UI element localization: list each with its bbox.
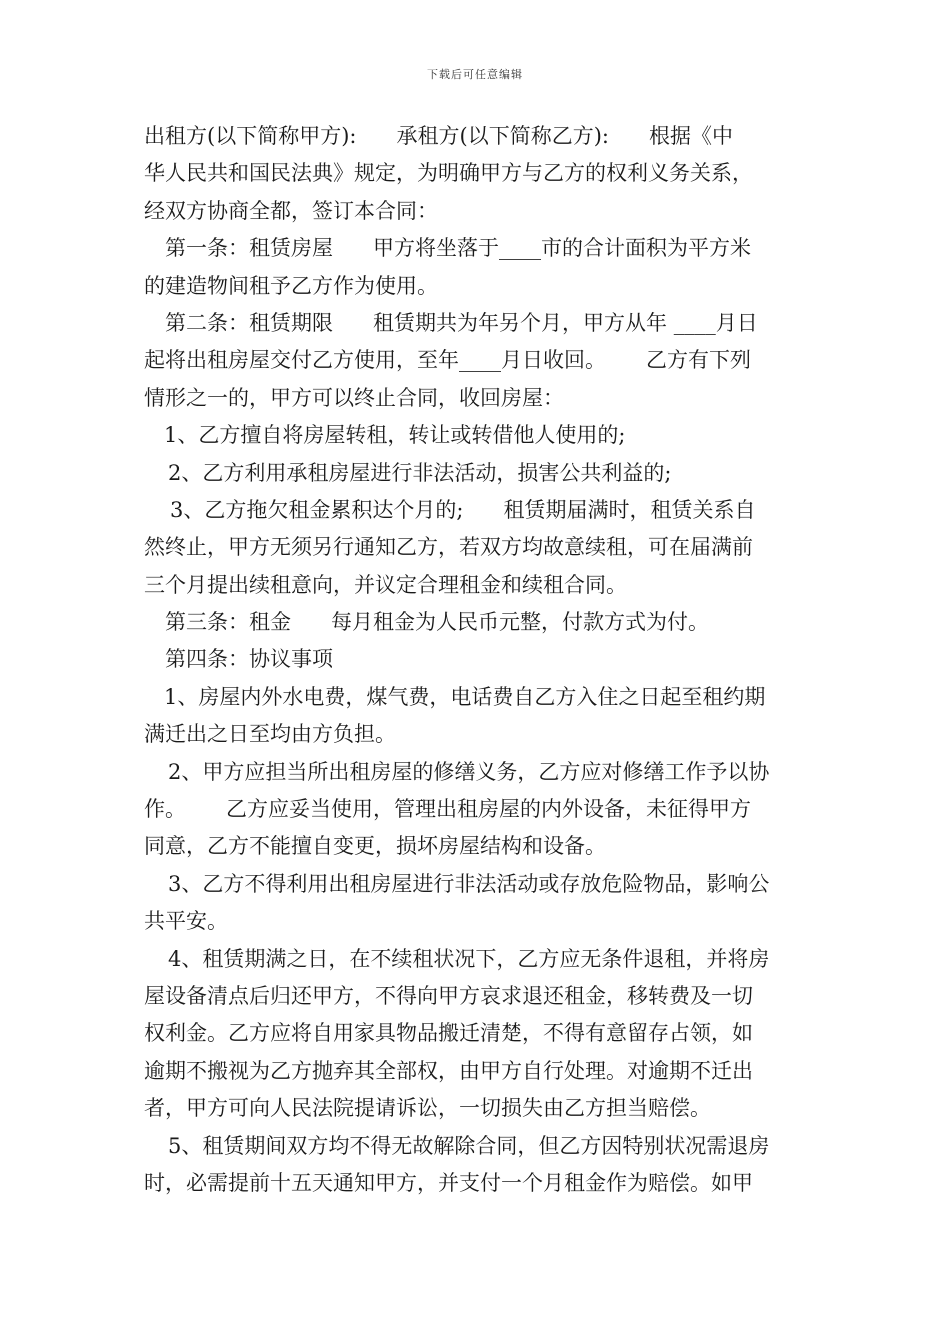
text-line: 的建造物间租予乙方作为使用。 xyxy=(144,273,438,298)
list-item: 3、乙方拖欠租金累积达个月的; 租赁期届满时，租赁关系自 xyxy=(170,497,756,522)
article-2-heading: 第二条：租赁期限 租赁期共为年另个月，甲方从年 ____月日 xyxy=(165,310,758,335)
contract-body xyxy=(144,118,814,1202)
text-line: 出租方(以下简称甲方): 承租方(以下简称乙方): 根据《中 xyxy=(144,124,734,148)
text-line: 逾期不搬视为乙方抛弃其全部权，由甲方自行处理。对逾期不迁出 xyxy=(144,1058,753,1083)
text-line: 时，必需提前十五天通知甲方，并支付一个月租金作为赔偿。如甲 xyxy=(144,1170,753,1195)
text-line: 三个月提出续租意向，并议定合理租金和续租合同。 xyxy=(144,572,627,597)
text-line: 然终止，甲方无须另行通知乙方，若双方均故意续租，可在届满前 xyxy=(144,535,753,560)
list-item: 4、租赁期满之日，在不续租状况下，乙方应无条件退租，并将房 xyxy=(168,946,770,971)
article-4-heading: 第四条：协议事项 xyxy=(165,647,333,672)
list-item: 2、甲方应担当所出租房屋的修缮义务，乙方应对修缮工作予以协 xyxy=(168,759,770,784)
article-3-heading: 第三条：租金 每月租金为人民币元整，付款方式为付。 xyxy=(165,610,710,635)
text-line: 者，甲方可向人民法院提请诉讼，一切损失由乙方担当赔偿。 xyxy=(144,1096,711,1121)
text-line: 屋设备清点后归还甲方，不得向甲方哀求退还租金，移转费及一切 xyxy=(144,983,753,1008)
text-line: 起将出租房屋交付乙方使用，至年____月日收回。 乙方有下列 xyxy=(144,348,752,373)
article-1-heading: 第一条：租赁房屋 甲方将坐落于____市的合计面积为平方米 xyxy=(165,236,752,261)
text-line: 满迁出之日至均由方负担。 xyxy=(144,722,396,747)
text-line: 作。 乙方应妥当使用，管理出租房屋的内外设备，未征得甲方 xyxy=(144,797,752,822)
page-header: 下载后可任意编辑 xyxy=(427,68,523,81)
text-line: 情形之一的，甲方可以终止合同，收回房屋： xyxy=(144,385,564,410)
list-item: 1、房屋内外水电费，煤气费，电话费自乙方入住之日起至租约期 xyxy=(164,684,766,709)
text-line: 同意，乙方不能擅自变更，损坏房屋结构和设备。 xyxy=(144,834,606,859)
text-line: 经双方协商全都，签订本合同： xyxy=(144,198,438,223)
text-line: 华人民共和国民法典》规定，为明确甲方与乙方的权利义务关系， xyxy=(144,161,753,186)
list-item: 2、乙方利用承租房屋进行非法活动，损害公共利益的; xyxy=(168,460,672,485)
list-item: 5、租赁期间双方均不得无故解除合同，但乙方因特别状况需退房 xyxy=(168,1133,770,1158)
list-item: 3、乙方不得利用出租房屋进行非法活动或存放危险物品，影响公 xyxy=(168,871,770,896)
list-item: 1、乙方擅自将房屋转租，转让或转借他人使用的; xyxy=(164,423,626,448)
text-line: 共平安。 xyxy=(144,909,228,934)
text-line: 权利金。乙方应将自用家具物品搬迁清楚，不得有意留存占领，如 xyxy=(144,1021,753,1046)
